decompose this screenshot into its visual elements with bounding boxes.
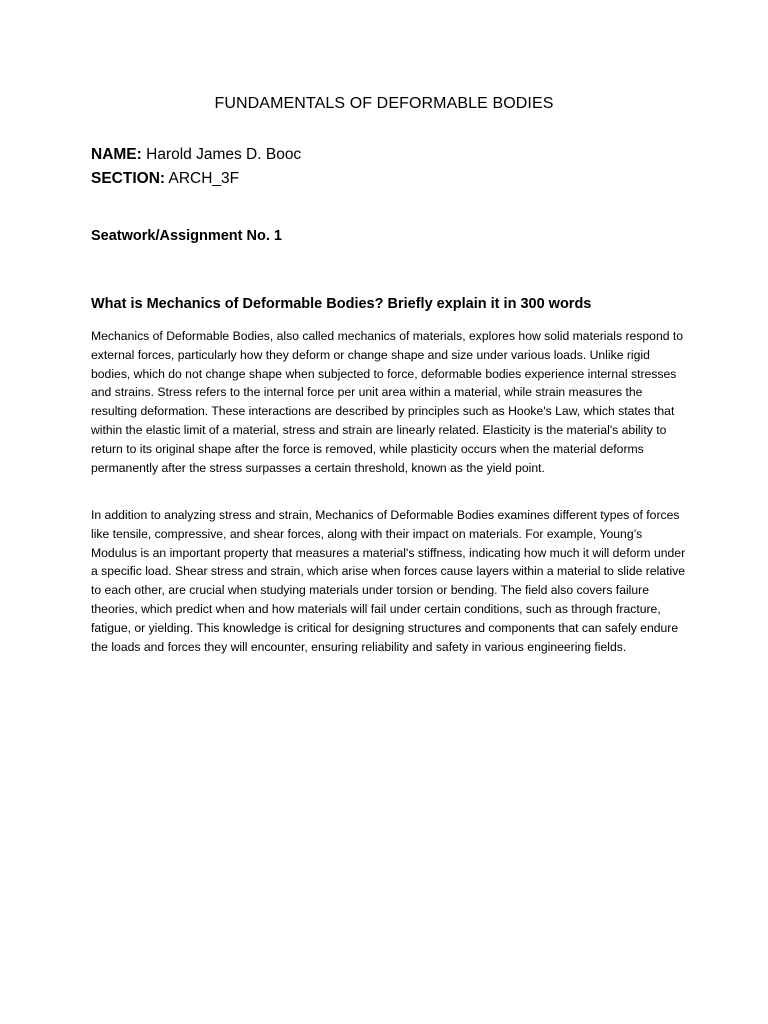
body-paragraph-1: Mechanics of Deformable Bodies, also called mechanics of materials, explores how solid materials respond to external forces, particularly how they deform or change shape and size under various loads. Unlike rigid bodies, which do not change shape when subjected to force, deformable bodies experience internal stresses and strains. Stress refers to the internal force per unit area within a material, while strain measures the resulting deformation. These interactions are described by principles such as Hooke's Law, which states that within the elastic limit of a material, stress and strain are linearly related. Elasticity is the material's ability to return to its original shape after the force is removed, while plasticity occurs when the material deforms permanently after the stress surpasses a certain threshold, known as the yield point. <box>91 329 684 475</box>
question-heading: What is Mechanics of Deformable Bodies? Briefly explain it in 300 words <box>91 296 592 312</box>
name-value: Harold James D. Booc <box>146 146 302 163</box>
assignment-heading: Seatwork/Assignment No. 1 <box>91 228 282 244</box>
section-label: SECTION: <box>91 170 166 187</box>
document-title: FUNDAMENTALS OF DEFORMABLE BODIES <box>214 95 554 112</box>
name-field <box>91 146 301 164</box>
section-field <box>91 170 239 188</box>
name-label: NAME: <box>91 146 142 163</box>
section-value: ARCH_3F <box>168 170 240 187</box>
body-paragraph-2: In addition to analyzing stress and strain, Mechanics of Deformable Bodies examines different types of forces like tensile, compressive, and shear forces, along with their impact on materials. For example, Young’s Modulus is an important property that measures a material's stiffness, indicating how much it will deform under a specific load. Shear stress and strain, which arise when forces cause layers within a material to slide relative to each other, are crucial when studying materials under torsion or bending. The field also covers failure theories, which predict when and how materials will fail under certain conditions, such as through fracture, fatigue, or yielding. This knowledge is critical for designing structures and components that can safely endure the loads and forces they will encounter, ensuring reliability and safety in various engineering fields. <box>91 508 686 654</box>
